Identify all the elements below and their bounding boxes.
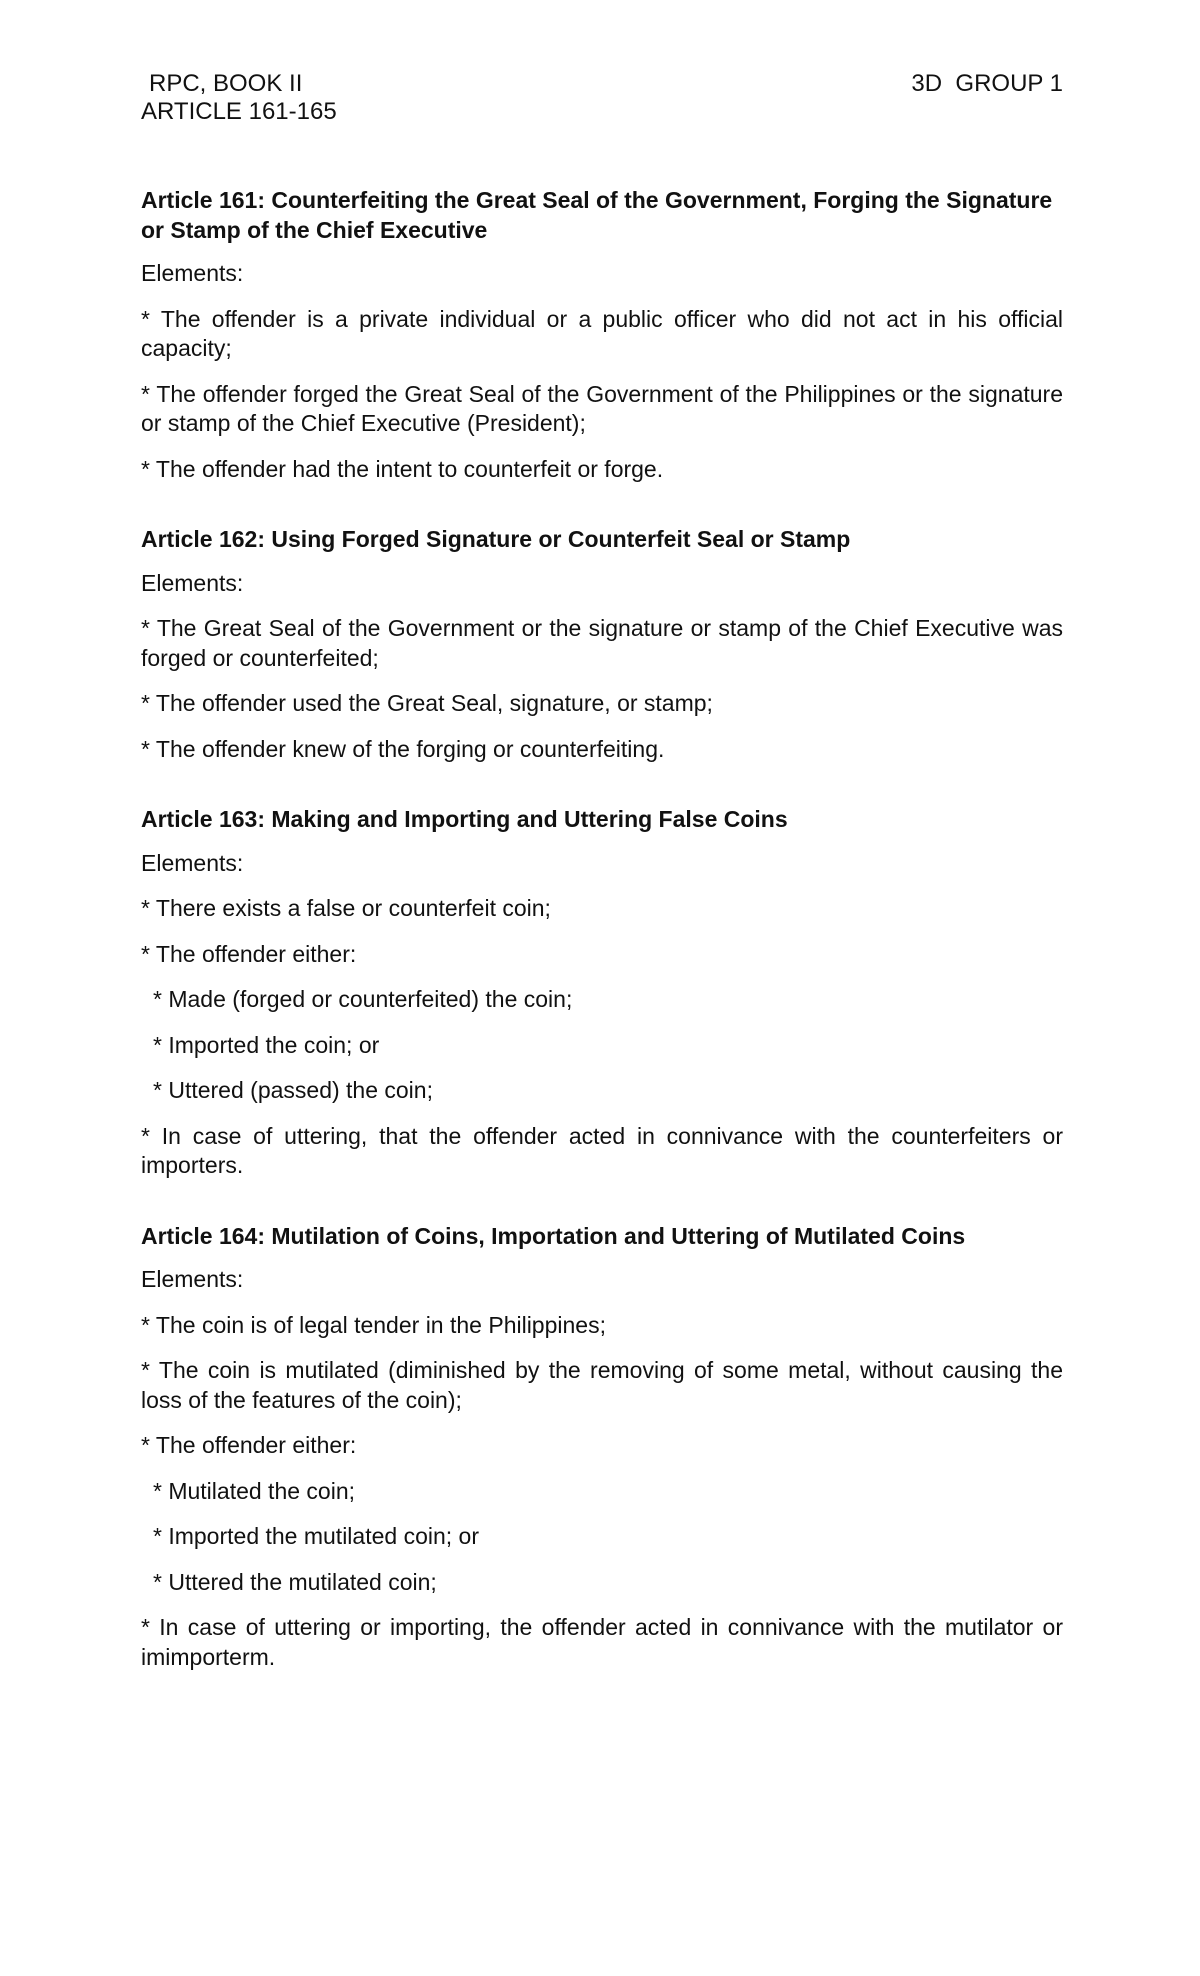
article-title: Article 164: Mutilation of Coins, Importation and Uttering of Mutilated Coins [141, 1222, 966, 1249]
element-item: * The offender either: [141, 940, 357, 967]
element-item: * The offender either: [141, 1432, 357, 1458]
element-item: * The coin is mutilated (diminished by the removing of some metal, without causing the loss of the features of the coin); [141, 1357, 1063, 1413]
article-161 [141, 186, 1063, 484]
element-subitem: * Imported the coin; or [153, 1031, 380, 1058]
elements-label: Elements: [141, 849, 244, 876]
element-item: * The coin is of legal tender in the Philippines; [141, 1311, 606, 1338]
element-item: * In case of uttering or importing, the offender acted in connivance with the mutilator or imimporterm. [141, 1614, 1063, 1670]
element-subitem: * Imported the mutilated coin; or [153, 1523, 479, 1549]
header-articles: ARTICLE 161-165 [141, 98, 337, 125]
header-group: 3D GROUP 1 [911, 70, 1063, 97]
element-item: * The offender knew of the forging or counterfeiting. [141, 735, 665, 762]
article-title: Article 162: Using Forged Signature or Counterfeit Seal or Stamp [141, 526, 851, 552]
element-subitem: * Mutilated the coin; [153, 1477, 356, 1504]
article-163 [141, 805, 1063, 1181]
element-item: * The offender forged the Great Seal of the Government of the Philippines or the signature or stamp of the Chief Executive (President); [141, 380, 1063, 436]
article-162 [141, 525, 1063, 764]
element-item: * In case of uttering, that the offender acted in connivance with the counterfeiters or importers. [141, 1122, 1063, 1178]
element-subitem: * Uttered (passed) the coin; [153, 1077, 433, 1103]
element-item: * The Great Seal of the Government or the signature or stamp of the Chief Executive was forged or counterfeited; [141, 615, 1063, 671]
element-item: * The offender had the intent to counterfeit or forge. [141, 455, 664, 482]
element-item: * There exists a false or counterfeit coin; [141, 895, 551, 921]
document-body [141, 186, 1063, 1713]
article-title: Article 161: Counterfeiting the Great Seal of the Government, Forging the Signature or Stamp of the Chief Executive [141, 187, 1053, 243]
article-title: Article 163: Making and Importing and Uttering False Coins [141, 806, 788, 832]
elements-label: Elements: [141, 1266, 244, 1292]
element-item: * The offender used the Great Seal, signature, or stamp; [141, 690, 713, 716]
header-book: RPC, BOOK II [149, 70, 303, 97]
element-subitem: * Made (forged or counterfeited) the coin; [153, 986, 573, 1012]
element-item: * The offender is a private individual or a public officer who did not act in his official capacity; [141, 305, 1063, 361]
elements-label: Elements: [141, 569, 244, 596]
article-164 [141, 1222, 1063, 1673]
element-subitem: * Uttered the mutilated coin; [153, 1568, 437, 1595]
elements-label: Elements: [141, 260, 244, 286]
